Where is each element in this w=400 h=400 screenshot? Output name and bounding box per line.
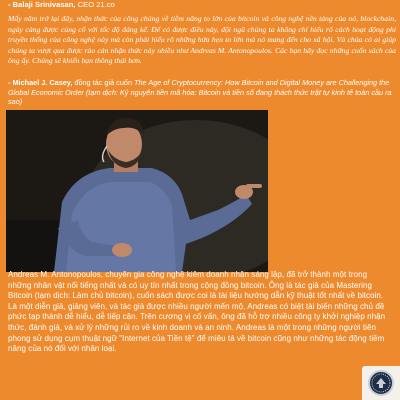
- author-photo: [6, 110, 268, 272]
- bottom-attribution-book-title: The Age of Cryptocurrency: How Bitcoin and Digital Money are Challenging the Global Economic Order (tạm dịch: Kỷ nguyên tiền mã hóa: Bitcoin và tiền số đang thách thức trật tự kinh tế toàn cầu ra sao): [8, 78, 392, 106]
- bottom-attribution-lead: đồng tác giả cuốn: [72, 78, 135, 87]
- top-attribution-name: - Balaji Srinivasan,: [8, 0, 76, 9]
- author-biography: Andreas M. Antonopoulos, chuyên gia công nghệ kiêm doanh nhân sáng lập, đã trở thành một trong những nhân vật nổi tiếng nhất và có uy tín nhất trong cộng đồng bitcoin. Ông là tác giả của Mastering Bitcoin (tạm dịch: Làm chủ bitcoin), cuốn sách được coi là tài liệu hướng dẫn kỹ thuật tốt nhất về bitcoin. Là một diễn giả, giảng viên, và tác giả được nhiều người mến mộ, Andreas có biệt tài biến những chủ đề phức tạp thành dễ hiểu, dễ tiếp cận. Trên cương vị cố vấn, ông đã hỗ trợ nhiều công ty khởi nghiệp nhận thức, đánh giá, và xử lý những rủi ro về kinh doanh và an ninh. Andreas là một trong những người tiên phong sử dụng cụm thuật ngữ "Internet của Tiền tệ" để miêu tả về bitcoin cũng như những tác động tiềm năng của nó đối với nhân loại.: [8, 270, 386, 354]
- bottom-attribution: [8, 78, 396, 107]
- top-attribution-role: CEO 21.co: [75, 0, 115, 9]
- endorsement-quote: Mấy năm trở lại đây, nhận thức của công chúng về tiềm năng to lớn của bitcoin và công nghệ nền tảng của nó, blockchain, ngày càng được củng cố với tốc độ đáng kể. Để có được điều này, đội ngũ chúng ta không chỉ hiểu rõ cách hoạt động phi truyền thống của công nghệ này mà còn phải hiểu rõ những hứa hẹn to lớn mà nó mang đến cho xã hội. Và chúa có ai giúp chúng ta vượt qua được rào cản nhận thức này nhiều như Andreas M. Antonopoulos. Các bạn hãy đọc những cuốn sách của ông ấy. Chúng sẽ khiến bạn thông thái hơn.: [8, 14, 396, 66]
- barcode-corner: [362, 366, 400, 400]
- author-photo-illustration: [6, 110, 268, 272]
- publisher-seal-icon: [368, 370, 394, 396]
- top-attribution: [8, 0, 394, 9]
- bottom-attribution-name: - Michael J. Casey,: [8, 78, 73, 87]
